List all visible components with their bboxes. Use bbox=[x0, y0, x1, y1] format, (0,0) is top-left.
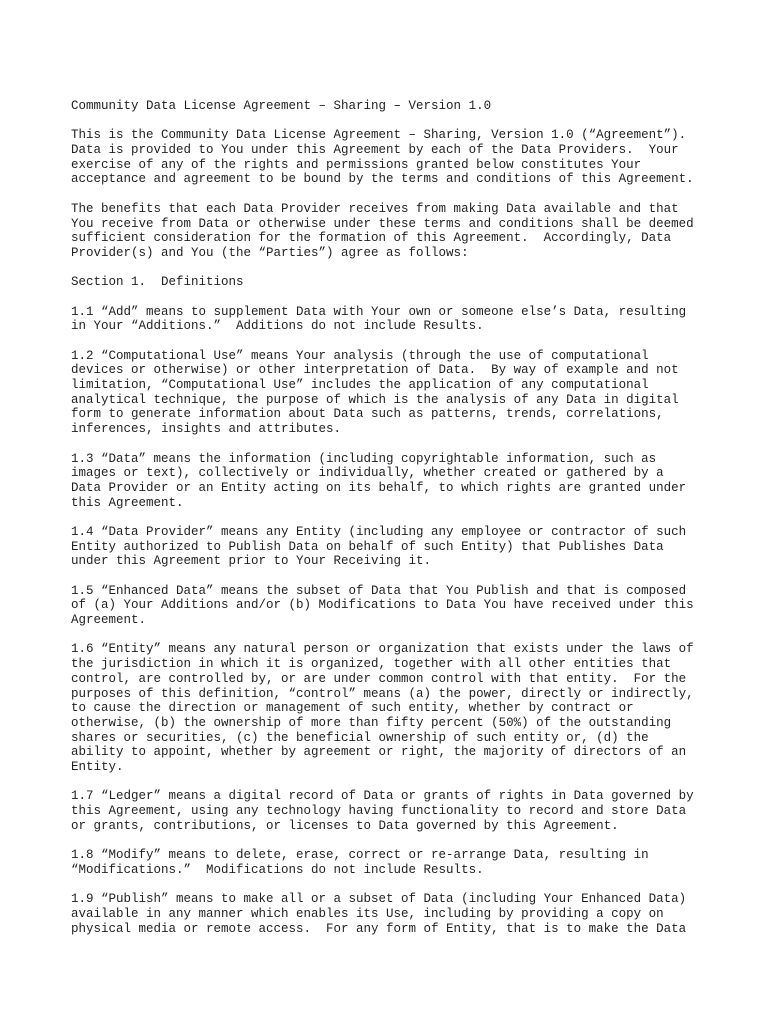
paragraph bbox=[71, 525, 731, 569]
text-line: available in any manner which enables its Use, including by providing a copy on bbox=[71, 906, 664, 921]
text-line: 1.2 “Computational Use” means Your analysis (through the use of computational bbox=[71, 348, 649, 363]
paragraph-spacer bbox=[71, 290, 731, 305]
text-line: 1.9 “Publish” means to make all or a subset of Data (including Your Enhanced Data) bbox=[71, 892, 687, 907]
paragraph bbox=[71, 848, 731, 877]
text-line: “Modifications.” Modifications do not include Results. bbox=[71, 862, 484, 877]
text-line: form to generate information about Data such as patterns, trends, correlations, bbox=[71, 407, 664, 422]
text-line: shares or securities, (c) the beneficial ownership of such entity or, (d) the bbox=[71, 730, 649, 745]
text-line: 1.1 “Add” means to supplement Data with Your own or someone else’s Data, resulting bbox=[71, 304, 687, 319]
text-line: Data Provider or an Entity acting on its behalf, to which rights are granted under bbox=[71, 480, 687, 495]
text-line: physical media or remote access. For any form of Entity, that is to make the Data bbox=[71, 921, 687, 936]
text-line: Agreement. bbox=[71, 613, 147, 628]
text-line: 1.5 “Enhanced Data” means the subset of Data that You Publish and that is composed bbox=[71, 583, 687, 598]
text-line: the jurisdiction in which it is organized, together with all other entities that bbox=[71, 657, 672, 672]
text-line: analytical technique, the purpose of which is the analysis of any Data in digital bbox=[71, 392, 679, 407]
text-line: sufficient consideration for the formation of this Agreement. Accordingly, Data bbox=[71, 231, 672, 246]
text-line: to cause the direction or management of such entity, whether by contract or bbox=[71, 701, 634, 716]
text-line: Entity. bbox=[71, 759, 124, 774]
paragraph-spacer bbox=[71, 877, 731, 892]
paragraph-spacer bbox=[71, 569, 731, 584]
text-line: Entity authorized to Publish Data on behalf of such Entity) that Publishes Data bbox=[71, 539, 664, 554]
text-line: this Agreement. bbox=[71, 495, 184, 510]
text-line: control, are controlled by, or are under common control with that entity. For the bbox=[71, 671, 687, 686]
paragraph-spacer bbox=[71, 775, 731, 790]
text-line: 1.7 “Ledger” means a digital record of Data or grants of rights in Data governed by bbox=[71, 789, 694, 804]
text-line: this Agreement, using any technology having functionality to record and store Data bbox=[71, 804, 687, 818]
text-line: inferences, insights and attributes. bbox=[71, 422, 342, 437]
paragraph bbox=[71, 202, 731, 261]
paragraph bbox=[71, 349, 731, 437]
text-line: This is the Community Data License Agreement – Sharing, Version 1.0 (“Agreement”). bbox=[71, 128, 687, 143]
text-line: under this Agreement prior to Your Receiving it. bbox=[71, 554, 432, 569]
document-body bbox=[71, 99, 731, 936]
text-line: You receive from Data or otherwise under these terms and conditions shall be deemed bbox=[71, 216, 694, 231]
paragraph-spacer bbox=[71, 334, 731, 349]
paragraph bbox=[71, 642, 731, 774]
paragraph-spacer bbox=[71, 114, 731, 129]
section-heading bbox=[71, 275, 731, 290]
paragraph-spacer bbox=[71, 187, 731, 202]
paragraph bbox=[71, 305, 731, 334]
text-line: Provider(s) and You (the “Parties”) agree as follows: bbox=[71, 245, 469, 260]
text-line: limitation, “Computational Use” includes the application of any computational bbox=[71, 378, 649, 393]
text-line: exercise of any of the rights and permissions granted below constitutes Your bbox=[71, 157, 642, 172]
text-line: The benefits that each Data Provider receives from making Data available and that bbox=[71, 201, 679, 216]
paragraph bbox=[71, 128, 731, 187]
paragraph bbox=[71, 892, 731, 936]
text-line: otherwise, (b) the ownership of more than fifty percent (50%) of the outstanding bbox=[71, 715, 672, 730]
paragraph-spacer bbox=[71, 628, 731, 643]
text-line: in Your “Additions.” Additions do not include Results. bbox=[71, 319, 484, 334]
paragraph bbox=[71, 789, 731, 833]
text-line: 1.4 “Data Provider” means any Entity (including any employee or contractor of such bbox=[71, 524, 687, 539]
text-line: 1.3 “Data” means the information (including copyrightable information, such as bbox=[71, 451, 657, 466]
paragraph-spacer bbox=[71, 510, 731, 525]
document-title: Community Data License Agreement – Sharing – Version 1.0 bbox=[71, 99, 492, 113]
text-line: purposes of this definition, “control” means (a) the power, directly or indirectly, bbox=[71, 686, 694, 701]
text-line: devices or otherwise) or other interpretation of Data. By way of example and not bbox=[71, 363, 679, 378]
text-line: of (a) Your Additions and/or (b) Modifications to Data You have received under this bbox=[71, 598, 694, 613]
text-line: acceptance and agreement to be bound by the terms and conditions of this Agreement. bbox=[71, 172, 694, 187]
text-line: ability to appoint, whether by agreement or right, the majority of directors of an bbox=[71, 745, 687, 760]
paragraph-spacer bbox=[71, 261, 731, 276]
text-line: or grants, contributions, or licenses to Data governed by this Agreement. bbox=[71, 818, 619, 833]
text-line: 1.6 “Entity” means any natural person or organization that exists under the laws of bbox=[71, 642, 694, 657]
text-line: 1.8 “Modify” means to delete, erase, correct or re-arrange Data, resulting in bbox=[71, 848, 649, 863]
paragraph bbox=[71, 584, 731, 628]
paragraph-spacer bbox=[71, 437, 731, 452]
paragraph-spacer bbox=[71, 833, 731, 848]
text-line: Data is provided to You under this Agreement by each of the Data Providers. Your bbox=[71, 143, 679, 158]
paragraph bbox=[71, 452, 731, 511]
paragraph-list bbox=[71, 128, 731, 936]
text-line: images or text), collectively or individually, whether created or gathered by a bbox=[71, 466, 664, 481]
text-line: Section 1. Definitions bbox=[71, 275, 244, 290]
